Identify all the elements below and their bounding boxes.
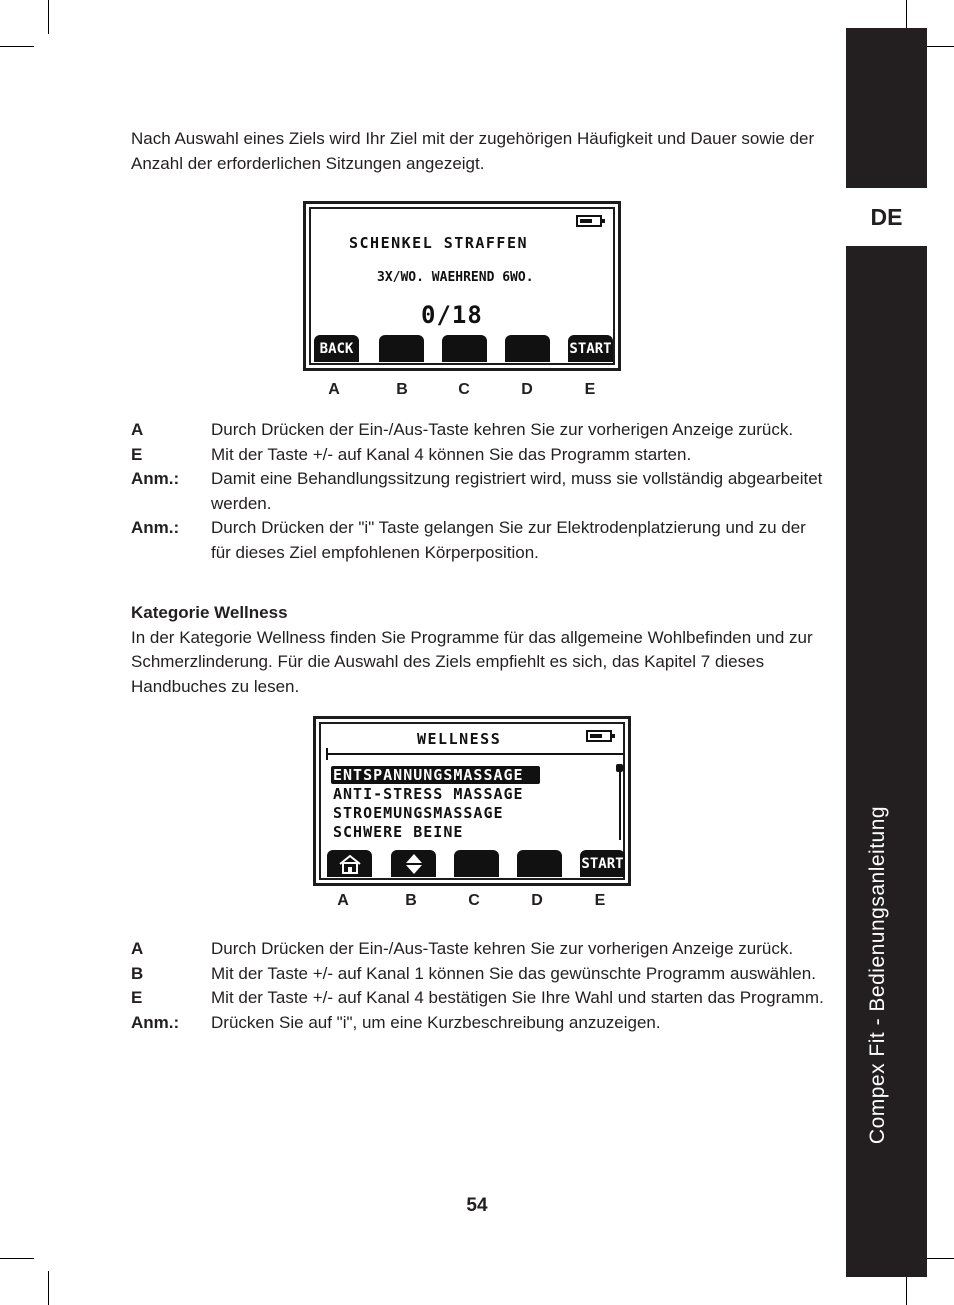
- wellness-section: [131, 601, 826, 699]
- definition-term: A: [131, 939, 144, 958]
- definition-list-2: [131, 937, 826, 1035]
- page-number: 54: [466, 1195, 488, 1216]
- home-icon: [337, 854, 363, 874]
- definition-row: [131, 467, 826, 516]
- softkey-d[interactable]: [505, 335, 550, 362]
- definition-desc: Mit der Taste +/- auf Kanal 4 können Sie das Programm starten.: [211, 444, 692, 464]
- definition-term: Anm.:: [131, 1012, 180, 1032]
- key-letter: A: [328, 381, 340, 398]
- scrollbar-track[interactable]: [619, 766, 621, 840]
- screen-frame: [309, 207, 615, 365]
- scrollbar-thumb[interactable]: [616, 764, 623, 772]
- updown-softkey[interactable]: [391, 850, 436, 877]
- key-letter: D: [531, 892, 543, 909]
- device-screen-goal: [303, 201, 621, 371]
- definition-row: [131, 516, 826, 565]
- definition-desc: Durch Drücken der "i" Taste gelangen Sie zur Elektrodenplatzierung und zu der für dieses Ziel empfohlenen Körperposition.: [211, 518, 806, 562]
- definition-desc: Drücken Sie auf "i", um eine Kurzbeschreibung anzuzeigen.: [211, 1012, 661, 1032]
- start-softkey[interactable]: START: [568, 335, 613, 362]
- definition-term: Anm.:: [131, 518, 180, 538]
- language-tab: DE: [846, 188, 927, 246]
- battery-icon: [576, 215, 602, 227]
- definition-term: A: [131, 420, 144, 439]
- back-softkey[interactable]: BACK: [314, 335, 359, 362]
- definition-row: [131, 937, 826, 962]
- definition-row: [131, 443, 826, 468]
- key-letter: E: [584, 381, 596, 398]
- device-screen-wellness: [313, 716, 631, 886]
- definition-row: [131, 1011, 826, 1036]
- softkey-b[interactable]: [379, 335, 424, 362]
- definition-row: [131, 986, 826, 1011]
- key-letter: D: [521, 381, 533, 398]
- key-letters-1: [0, 381, 954, 401]
- crop-mark: [0, 46, 34, 47]
- definition-term: E: [131, 988, 143, 1008]
- softkey-c[interactable]: [442, 335, 487, 362]
- wellness-text: In der Kategorie Wellness finden Sie Programme für das allgemeine Wohlbefinden und zur Schmerzlinderung. Für die Auswahl des Ziels empfiehlt es sich, das Kapitel 7 dieses Handbuches zu lesen.: [131, 627, 813, 696]
- header-line-cap: [326, 748, 328, 760]
- goal-title: SCHENKEL STRAFFEN: [349, 234, 529, 252]
- up-down-arrow-icon: [404, 853, 424, 875]
- definition-desc: Mit der Taste +/- auf Kanal 1 können Sie das gewünschte Programm auswählen.: [211, 963, 816, 983]
- crop-mark: [0, 1258, 34, 1259]
- session-progress: 0/18: [421, 301, 483, 329]
- start-softkey[interactable]: START: [580, 850, 625, 877]
- definition-row: [131, 962, 826, 987]
- key-letter: C: [468, 892, 480, 909]
- key-letters-2: [0, 892, 954, 912]
- key-letter: B: [396, 381, 408, 398]
- header-line: [327, 753, 623, 755]
- key-letter: A: [337, 892, 349, 909]
- category-title: WELLNESS: [417, 730, 502, 748]
- manual-title: Compex Fit - Bedienungsanleitung: [866, 805, 889, 1145]
- definition-desc: Damit eine Behandlungssitzung registriert wird, muss sie vollständig abgearbeitet werden.: [211, 469, 823, 513]
- crop-mark: [48, 1271, 49, 1305]
- menu-item[interactable]: STROEMUNGSMASSAGE: [333, 804, 504, 822]
- definition-desc: Durch Drücken der Ein-/Aus-Taste kehren Sie zur vorherigen Anzeige zurück.: [211, 420, 794, 439]
- intro-paragraph: Nach Auswahl eines Ziels wird Ihr Ziel mit der zugehörigen Häufigkeit und Dauer sowie der Anzahl der erforderlichen Sitzungen angezeigt.: [131, 129, 815, 173]
- softkey-c[interactable]: [454, 850, 499, 877]
- key-letter: C: [458, 381, 470, 398]
- screen-frame: [319, 722, 625, 880]
- definition-term: E: [131, 444, 143, 464]
- definition-desc: Durch Drücken der Ein-/Aus-Taste kehren Sie zur vorherigen Anzeige zurück.: [211, 939, 794, 958]
- definition-term: Anm.:: [131, 469, 180, 489]
- crop-mark: [48, 0, 49, 34]
- definition-list-1: [131, 418, 826, 566]
- menu-item[interactable]: ANTI-STRESS MASSAGE: [333, 785, 524, 803]
- menu-item[interactable]: SCHWERE BEINE: [333, 823, 464, 841]
- softkey-d[interactable]: [517, 850, 562, 877]
- battery-icon: [586, 730, 612, 742]
- key-letter: B: [405, 892, 417, 909]
- key-letter: E: [594, 892, 606, 909]
- definition-row: [131, 418, 826, 443]
- menu-item-selected[interactable]: ENTSPANNUNGSMASSAGE: [331, 766, 540, 784]
- home-softkey[interactable]: [327, 850, 372, 877]
- wellness-heading: Kategorie Wellness: [131, 603, 288, 622]
- definition-desc: Mit der Taste +/- auf Kanal 4 bestätigen Sie Ihre Wahl und starten das Programm.: [211, 988, 824, 1008]
- definition-term: B: [131, 963, 144, 983]
- goal-frequency: 3X/WO. WAEHREND 6WO.: [377, 270, 534, 285]
